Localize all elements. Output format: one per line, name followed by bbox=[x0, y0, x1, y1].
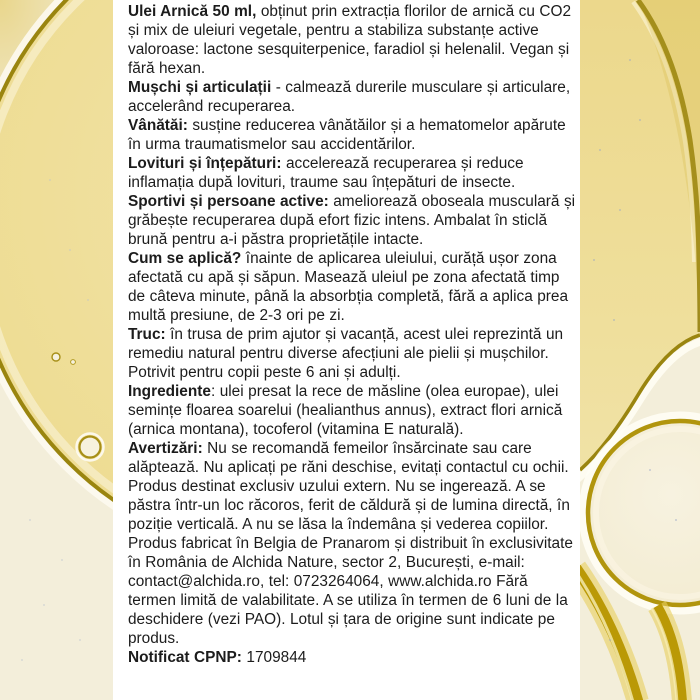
section-text: Nu se recomandă femeilor însărcinate sau care alăptează. Nu aplicați pe răni deschise, evitați contactul cu ochii. Produs destinat exclusiv uzului extern. Nu se ingerează. A se păstra într-un loc răcoros, ferit de căldură și de lumina directă, în poziție verticală. A nu se lăsa la îndemâna și vederea copiilor. Produs fabricat în Belgia de Pranarom și distribuit în exclusivitate în România de Alchida Nature, sector 2, București, e-mail: contact@alchida.ro, tel: 0723264064, www.alchida.ro Fără termen limită de valabilitate. A se utiliza în termen de 6 luni de la deschidere (vezi PAO). Lotul și țara de origine sunt indicate pe produs. bbox=[128, 440, 573, 647]
section-label: Cum se aplică? bbox=[128, 250, 242, 267]
section-label: Avertizări: bbox=[128, 440, 203, 457]
section-label: Vânătăi: bbox=[128, 117, 188, 134]
section-text: ameliorează oboseala musculară și grăbește recuperarea după efort fizic intens. Ambalat în sticlă brună pentru a-i păstra proprietățile intacte. bbox=[128, 193, 576, 248]
description-paragraph bbox=[128, 325, 578, 382]
description-paragraphs bbox=[128, 2, 578, 667]
section-text: obținut prin extracția florilor de arnică cu CO2 și mix de uleiuri vegetale, pentru a stabiliza substanțe active valoroase: lactone sesquiterpenice, faradiol și helenalil. Vegan și fără hexan. bbox=[128, 3, 572, 77]
section-label: Notificat CPNP: bbox=[128, 649, 242, 666]
description-paragraph bbox=[128, 382, 578, 439]
section-label: Mușchi și articulații bbox=[128, 79, 272, 96]
section-text: susține reducerea vânătăilor și a hematomelor apărute în urma traumatismelor sau accidentărilor. bbox=[128, 117, 566, 153]
section-text: accelerează recuperarea și reduce inflamația după lovituri, traume sau înțepături de insecte. bbox=[128, 155, 524, 191]
description-paragraph bbox=[128, 192, 578, 249]
section-label: Ingrediente bbox=[128, 383, 211, 400]
description-paragraph bbox=[128, 439, 578, 648]
description-paragraph bbox=[128, 78, 578, 116]
description-paragraph bbox=[128, 648, 578, 667]
description-paragraph bbox=[128, 249, 578, 325]
description-paragraph bbox=[128, 2, 578, 78]
section-label: Sportivi și persoane active: bbox=[128, 193, 329, 210]
oil-bubbles-photo-right bbox=[580, 0, 700, 700]
section-label: Lovituri și înțepături: bbox=[128, 155, 282, 172]
description-paragraph bbox=[128, 116, 578, 154]
section-text: 1709844 bbox=[241, 649, 307, 666]
description-paragraph bbox=[128, 154, 578, 192]
description-panel bbox=[113, 0, 580, 700]
section-text: : ulei presat la rece de măsline (olea europae), ulei semințe floarea soarelui (healianthus annus), extract flori arnică (arnica montana), tocoferol (vitamina E naturală). bbox=[128, 383, 563, 438]
section-text: în trusa de prim ajutor și vacanță, acest ulei reprezintă un remediu natural pentru diverse afecțiuni ale pielii și mușchilor. Potrivit pentru copii peste 6 ani și adulți. bbox=[128, 326, 564, 381]
section-text: - calmează durerile musculare și articulare, accelerând recuperarea. bbox=[128, 79, 571, 115]
section-label: Truc: bbox=[128, 326, 166, 343]
section-text: înainte de aplicarea uleiului, curăță ușor zona afectată cu apă și săpun. Masează uleiul pe zona afectată timp de câteva minute, până la absorbția completă, fără a aplica prea multă presiune, de 2-3 ori pe zi. bbox=[128, 250, 569, 324]
oil-bubbles-photo-left bbox=[0, 0, 113, 700]
section-label: Ulei Arnică 50 ml, bbox=[128, 3, 257, 20]
